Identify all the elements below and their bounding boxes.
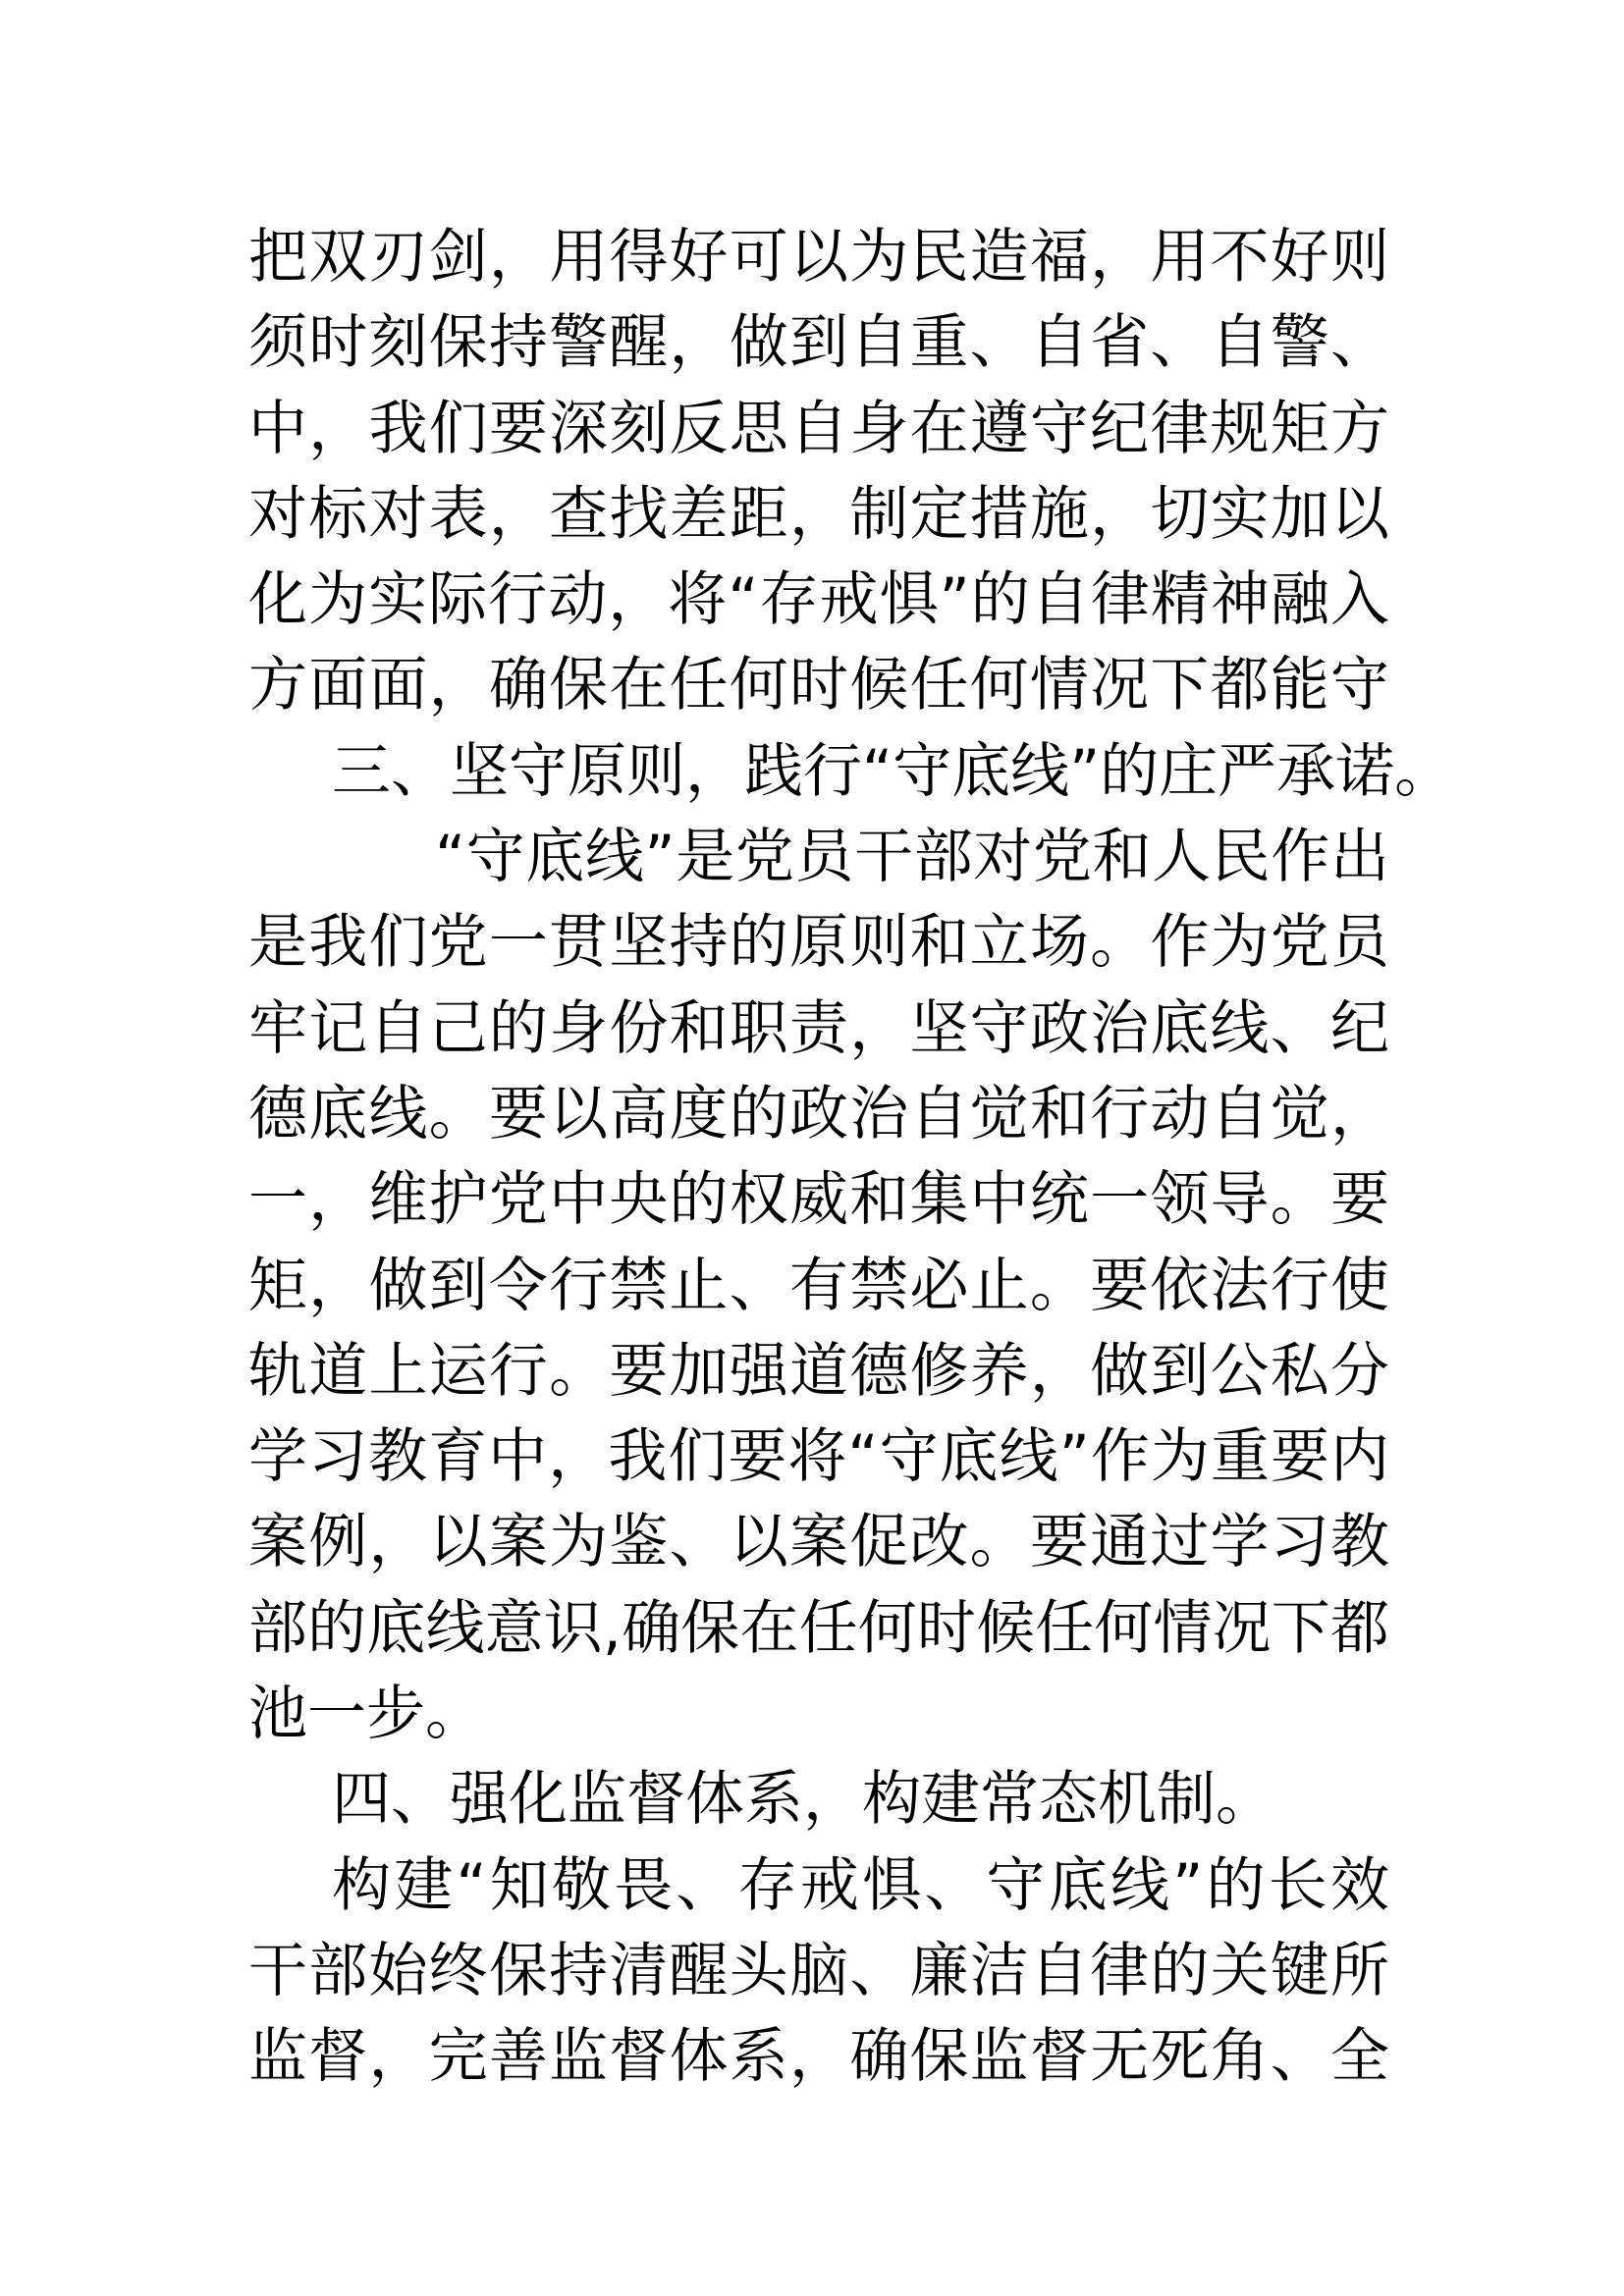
text-line: 监督，完善监督体系，确保监督无死角、全 xyxy=(248,2022,1389,2092)
text-line: 部的底线意识,确保在任何时候任何情况下都 xyxy=(248,1593,1389,1663)
text-line: 轨道上运行。要加强道德修养，做到公私分 xyxy=(248,1336,1389,1406)
section-heading-3: 三、坚守原则，践行“守底线”的庄严承诺。 xyxy=(332,736,1454,806)
text-line: 学习教育中，我们要将“守底线”作为重要内 xyxy=(248,1422,1389,1492)
paragraph-1 xyxy=(248,215,1389,729)
text-line: “守底线”是党员干部对党和人民作出 xyxy=(435,823,1389,892)
text-line: 把双刃剑，用得好可以为民造福，用不好则 xyxy=(248,223,1389,292)
text-line: 是我们党一贯坚持的原则和立场。作为党员 xyxy=(248,908,1389,978)
section-heading-4: 四、强化监督体系，构建常态机制。 xyxy=(332,1765,1274,1835)
paragraph-3 xyxy=(248,1843,1389,2101)
text-line: 池一步。 xyxy=(248,1680,484,1749)
text-line: 一，维护党中央的权威和集中统一领导。要 xyxy=(248,1165,1389,1235)
text-line: 矩，做到令行禁止、有禁必止。要依法行使 xyxy=(248,1251,1389,1320)
text-line: 对标对表，查找差距，制定措施，切实加以 xyxy=(248,479,1389,549)
document-page xyxy=(248,215,1454,2101)
paragraph-2 xyxy=(248,815,1389,1757)
text-line: 化为实际行动，将“存戒惧”的自律精神融入 xyxy=(248,565,1389,635)
text-line: 须时刻保持警醒，做到自重、自省、自警、 xyxy=(248,308,1389,378)
text-line: 中，我们要深刻反思自身在遵守纪律规矩方 xyxy=(248,394,1389,463)
text-line: 案例，以案为鉴、以案促改。要通过学习教 xyxy=(248,1508,1389,1577)
text-line: 构建“知敬畏、存戒惧、守底线”的长效 xyxy=(332,1850,1389,1920)
text-line: 方面面，确保在任何时候任何情况下都能守 xyxy=(248,651,1389,721)
text-line: 牢记自己的身份和职责，坚守政治底线、纪 xyxy=(248,993,1389,1063)
text-line: 干部始终保持清醒头脑、廉洁自律的关键所 xyxy=(248,1936,1389,2005)
text-line: 德底线。要以高度的政治自觉和行动自觉， xyxy=(248,1079,1389,1148)
